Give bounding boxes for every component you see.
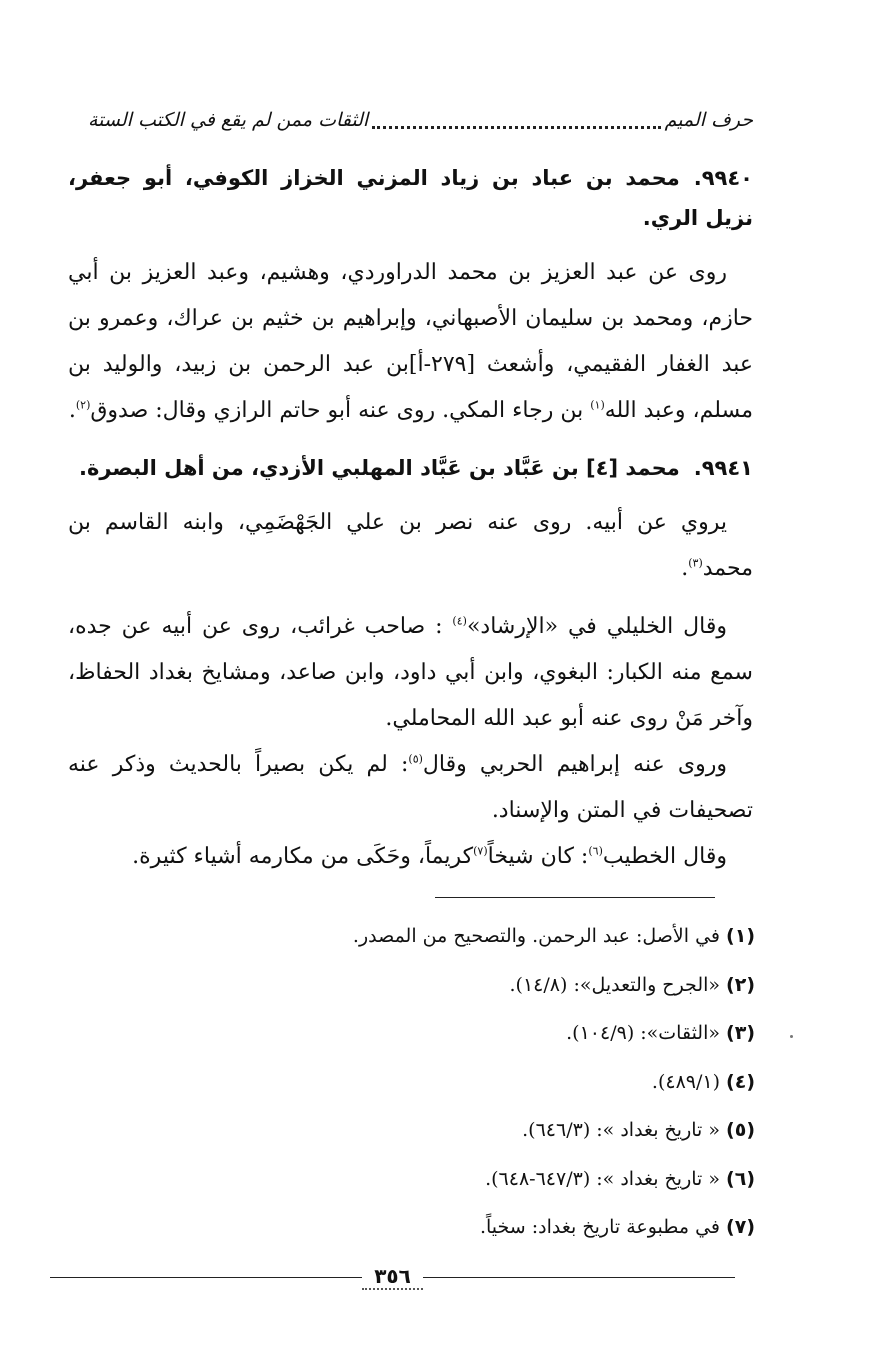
footnote-item [150, 961, 755, 1010]
paragraph-text: : لم يكن بصيراً بالحديث وذكر عنه تصحيفات في المتن والإسناد. [68, 752, 753, 823]
footnote-ref[interactable]: (١) [590, 398, 605, 412]
paragraph-text: كريماً، وحَكَى من مكارمه أشياء كثيرة. [132, 844, 474, 869]
main-text [68, 158, 753, 880]
entry-number: ٩٩٤٠. [693, 166, 753, 190]
header-book-title: الثقات ممن لم يقع في الكتب الستة [88, 109, 369, 131]
footnote-separator [435, 897, 715, 898]
paragraph-text: وقال الخطيب [602, 844, 727, 869]
footnote-ref[interactable]: (٣) [688, 556, 703, 570]
footnote-ref[interactable]: (٦) [588, 844, 603, 858]
footnote-text: (٤٨٩/١). [651, 1070, 721, 1093]
footnote-text: في الأصل: عبد الرحمن. والتصحيح من المصدر. [352, 925, 721, 947]
entry-paragraph [68, 604, 753, 742]
paragraph-text: روى عن عبد العزيز بن محمد الدراوردي، وهشيم، وعبد العزيز بن أبي حازم، ومحمد بن سليمان الأصبهاني، وإبراهيم بن خثيم بن عراك، وعمرو بن عبد الغفار الفقيمي، وأشعث [٢٧٩-أ]بن عبد الرحمن بن زبيد، والوليد بن مسلم، وعبد الله [68, 260, 753, 423]
footnote-ref[interactable]: (٥) [408, 752, 423, 766]
footnote-ref[interactable]: (٧) [473, 844, 488, 858]
scan-speck [790, 1035, 793, 1038]
footnotes [150, 912, 755, 1252]
footer-rule-left [50, 1277, 362, 1278]
entry-heading [68, 158, 753, 238]
paragraph-text: . [681, 556, 689, 581]
footnote-ref[interactable]: (٤) [452, 614, 467, 628]
entry-paragraph [68, 500, 753, 592]
footnote-item [150, 912, 755, 961]
entry-heading [68, 448, 753, 488]
footnote-item [150, 1058, 755, 1107]
entry-paragraph [68, 250, 753, 434]
footnote-number: (١) [726, 925, 755, 947]
footnote-number: (٦) [726, 1167, 755, 1190]
paragraph-text: بن رجاء المكي. روى عنه أبو حاتم الرازي وقال: صدوق [90, 398, 591, 423]
footnote-item [150, 1203, 755, 1252]
entry-paragraph [68, 834, 753, 880]
footnote-ref[interactable]: (٢) [75, 398, 91, 412]
footnote-text: «الجرح والتعديل»: (١٤/٨). [509, 973, 721, 996]
footnote-number: (٤) [726, 1070, 755, 1093]
footnote-number: (٣) [726, 1022, 755, 1044]
entry-9941 [68, 448, 753, 880]
entry-paragraph [68, 742, 753, 834]
footnote-number: (٢) [726, 973, 755, 996]
paragraph-text: وقال الخليلي في «الإرشاد» [466, 614, 728, 639]
paragraph-text: يروي عن أبيه. روى عنه نصر بن علي الجَهْضَمِي، وابنه القاسم بن محمد [68, 510, 753, 581]
page-number: ٣٥٦ [362, 1264, 423, 1290]
paragraph-text: : صاحب غرائب، روى عن أبيه عن جده، سمع منه الكبار: البغوي، وابن أبي داود، وابن صاعد، ومشايخ بغداد الحفاظ، وآخر مَنْ روى عنه أبو عبد الله المحاملي. [68, 614, 753, 731]
paragraph-text: وروى عنه إبراهيم الحربي وقال [422, 752, 727, 777]
footnote-item [150, 1106, 755, 1155]
paragraph-text: : كان شيخاً [487, 844, 589, 869]
footnote-text: في مطبوعة تاريخ بغداد: سخياً. [479, 1216, 721, 1238]
footnote-item [150, 1009, 755, 1058]
footnote-number: (٥) [726, 1119, 755, 1141]
page-footer [50, 1262, 735, 1292]
footnote-text: « تاريخ بغداد »: (٦٤٧/٣-٦٤٨). [485, 1167, 721, 1190]
header-dot-leader [372, 112, 660, 129]
entry-title: محمد بن عباد بن زياد المزني الخزاز الكوفي، أبو جعفر، نزيل الري. [68, 166, 753, 230]
footnote-text: « تاريخ بغداد »: (٦٤٦/٣). [522, 1119, 721, 1141]
header-chapter-title: حرف الميم [664, 109, 753, 131]
footnote-item [150, 1155, 755, 1204]
entry-9940 [68, 158, 753, 434]
entry-title: محمد [٤] بن عَبَّاد بن عَبَّاد المهلبي الأزدي، من أهل البصرة. [78, 456, 680, 480]
footnote-number: (٧) [726, 1216, 755, 1238]
running-header [88, 100, 753, 140]
footnote-text: «الثقات»: (١٠٤/٩). [566, 1022, 721, 1044]
footer-rule-right [423, 1277, 735, 1278]
entry-number: ٩٩٤١. [693, 456, 753, 480]
paragraph-text: . [68, 398, 76, 423]
